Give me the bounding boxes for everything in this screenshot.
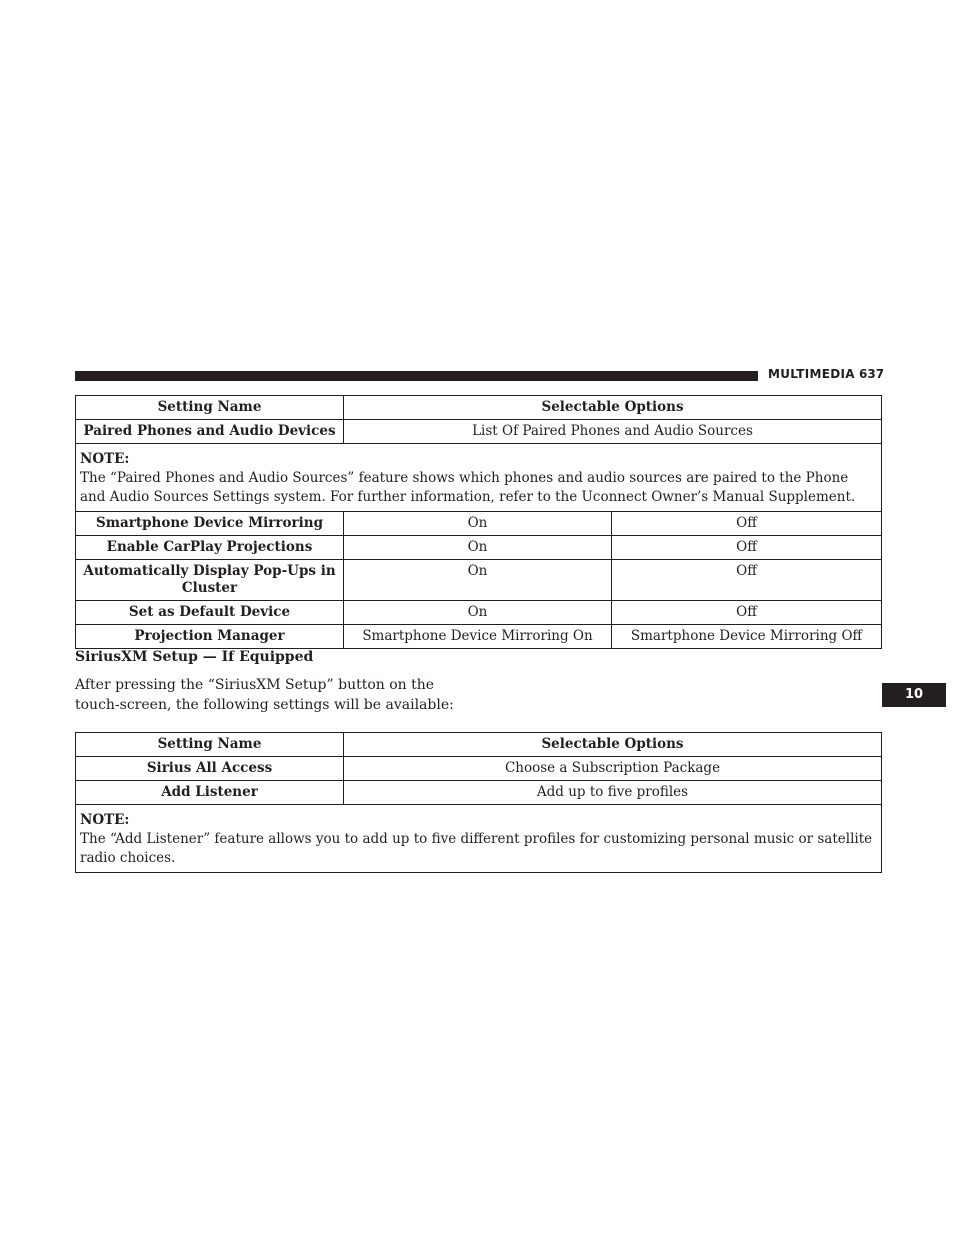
option-off: Off [612,512,882,536]
setting-options: Add up to five profiles [344,781,882,805]
option-on: On [344,536,612,560]
note-title: NOTE: [80,812,130,828]
option-off: Off [612,601,882,625]
table-header-row [76,733,882,757]
setting-name: Sirius All Access [76,757,344,781]
header-setting-name: Setting Name [76,396,344,420]
setting-name: Automatically Display Pop-Ups in Cluster [76,560,344,601]
note-cell [76,444,882,512]
setting-name: Projection Manager [76,625,344,649]
siriusxm-heading: SiriusXM Setup — If Equipped [75,649,314,665]
table-row [76,560,882,601]
uconnect-phone-settings-table [75,395,882,649]
option-on: On [344,560,612,601]
option-on: On [344,512,612,536]
note-title: NOTE: [80,451,130,467]
table-row [76,420,882,444]
chapter-tab: 10 [882,683,946,707]
table-row [76,781,882,805]
siriusxm-settings-table [75,732,882,873]
setting-options: Choose a Subscription Package [344,757,882,781]
table-row [76,536,882,560]
table-row [76,601,882,625]
note-text: The “Paired Phones and Audio Sources” feature shows which phones and audio sources are paired to the Phone and Audio Sources Settings system. For further information, refer to the Uconnect Owner’s Manual Supplement. [80,470,856,505]
option-on: Smartphone Device Mirroring On [344,625,612,649]
option-off: Off [612,560,882,601]
table-row [76,757,882,781]
table-row [76,625,882,649]
table-row [76,512,882,536]
setting-name: Smartphone Device Mirroring [76,512,344,536]
option-off: Off [612,536,882,560]
table-header-row [76,396,882,420]
option-on: On [344,601,612,625]
note-row [76,805,882,873]
section-title: MULTIMEDIA [768,367,855,381]
note-text: The “Add Listener” feature allows you to add up to five different profiles for customizing personal music or satellite radio choices. [80,831,873,866]
note-cell [76,805,882,873]
page-number: 637 [859,367,885,381]
siriusxm-body-text: After pressing the “SiriusXM Setup” button on the touch-screen, the following settings will be available: [75,677,454,713]
header-selectable-options: Selectable Options [344,396,882,420]
setting-name: Add Listener [76,781,344,805]
setting-name: Paired Phones and Audio Devices [76,420,344,444]
header-rule [75,371,758,381]
setting-name: Set as Default Device [76,601,344,625]
setting-options: List Of Paired Phones and Audio Sources [344,420,882,444]
setting-name: Enable CarPlay Projections [76,536,344,560]
option-off: Smartphone Device Mirroring Off [612,625,882,649]
header-setting-name: Setting Name [76,733,344,757]
note-row [76,444,882,512]
header-selectable-options: Selectable Options [344,733,882,757]
